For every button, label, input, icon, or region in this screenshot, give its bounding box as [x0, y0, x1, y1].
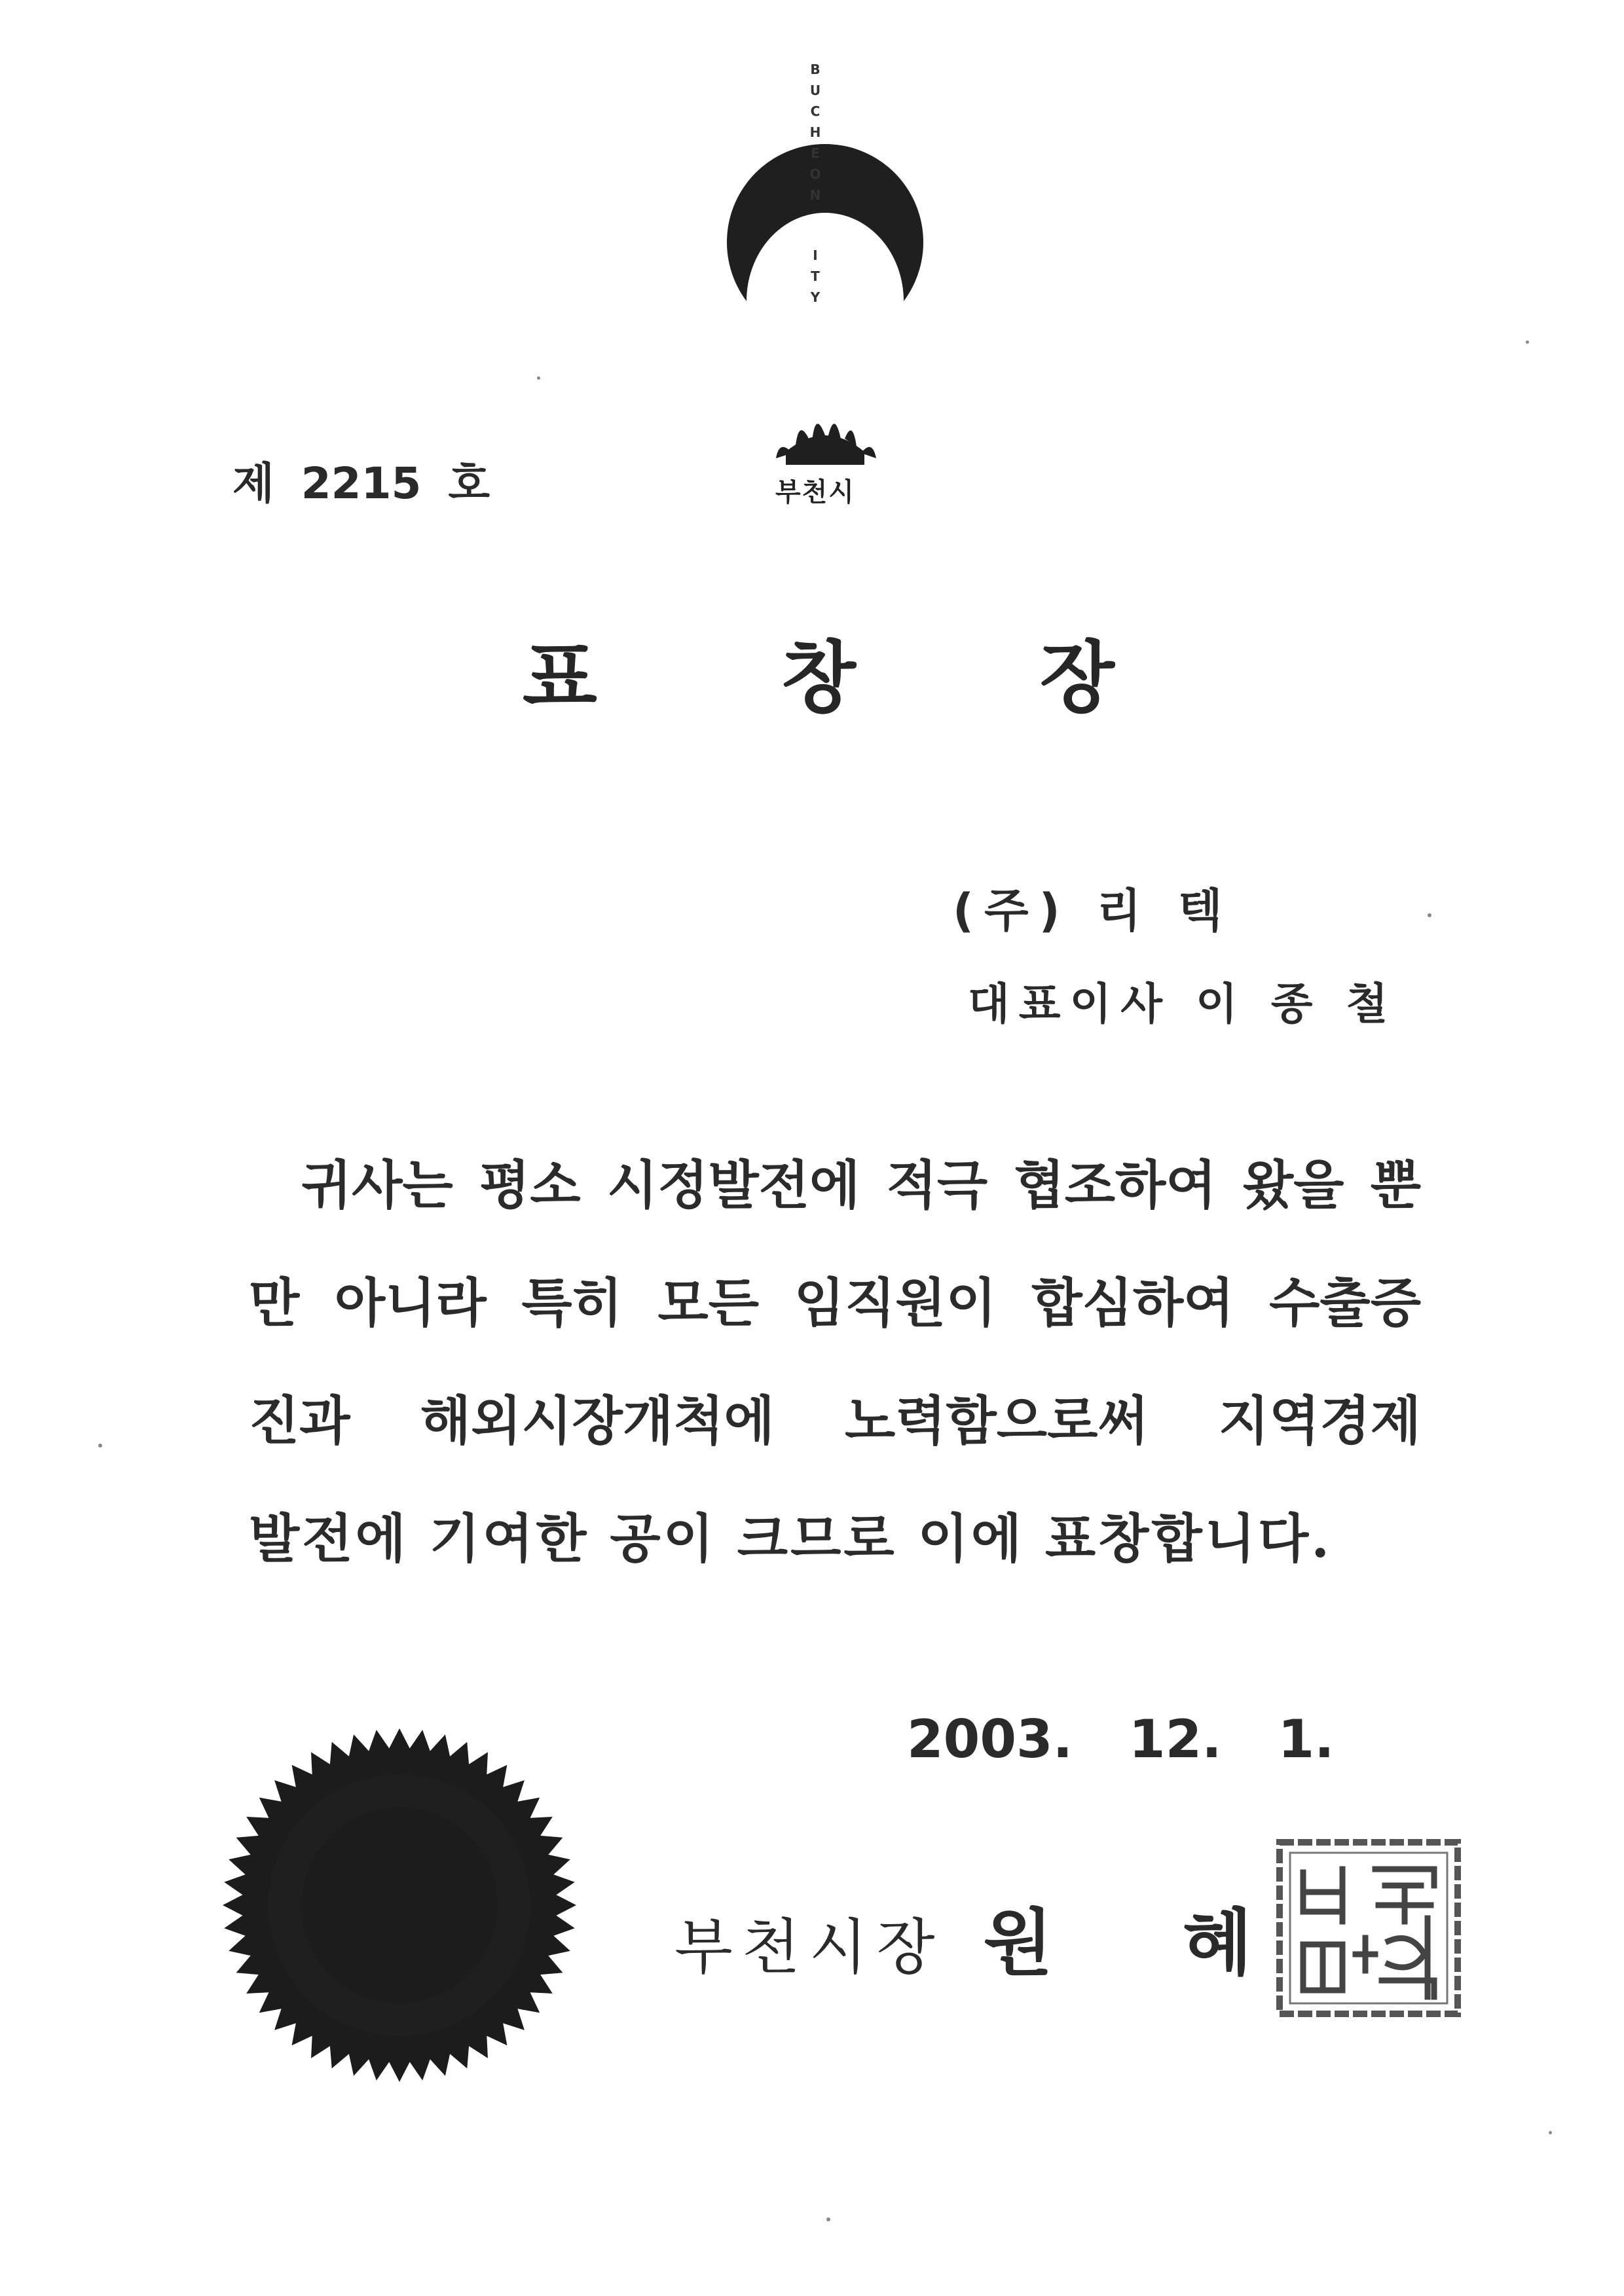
- scan-speck: [98, 1444, 102, 1448]
- scan-speck: [1526, 340, 1529, 344]
- emblem-letter: H: [809, 124, 821, 140]
- official-stamp-icon: [1270, 1833, 1467, 2023]
- scan-speck: [537, 376, 540, 380]
- citation-line: 진과 해외시장개척에 노력함으로써 지역경제: [249, 1390, 1421, 1451]
- recipient-representative: 대표이사 이 종 철: [968, 979, 1397, 1029]
- emblem-letter: O: [809, 166, 821, 182]
- emblem-letter: U: [809, 82, 821, 98]
- citation-line: 귀사는 평소 시정발전에 적극 협조하여 왔을 뿐: [301, 1154, 1421, 1216]
- citation-line: 만 아니라 특히 모든 임직원이 합심하여 수출증: [249, 1272, 1421, 1334]
- emblem-letter: I: [813, 247, 818, 263]
- issuer-name: 원 혜: [983, 1901, 1305, 1985]
- issuer-title: 부천시장: [674, 1912, 944, 1982]
- scan-speck: [1549, 2131, 1552, 2134]
- emblem-letter: T: [811, 268, 820, 284]
- emblem-letter: C: [810, 227, 821, 242]
- emblem-letter: C: [810, 103, 821, 119]
- certificate-number: 제 2215 호: [232, 458, 490, 509]
- foil-seal-icon: [216, 1722, 583, 2088]
- certificate-title: 표 창 장: [522, 632, 1194, 723]
- scan-speck: [1428, 913, 1431, 917]
- scan-speck: [826, 2217, 830, 2221]
- emblem-city-name: 부천시: [775, 477, 855, 507]
- citation-body: [249, 1126, 1421, 1597]
- emblem-letter: Y: [810, 289, 821, 305]
- emblem-letter: E: [811, 145, 820, 161]
- emblem-letter: N: [809, 187, 821, 203]
- flower-icon: [776, 424, 876, 465]
- citation-line: 발전에 기여한 공이 크므로 이에 표창합니다.: [249, 1508, 1333, 1569]
- emblem-latin-text: [802, 62, 828, 304]
- issue-date: 2003. 12. 1.: [907, 1709, 1335, 1770]
- recipient-company: (주) 리 텍: [953, 884, 1233, 938]
- issuer-signature: [674, 1886, 1304, 1989]
- emblem-letter: B: [810, 62, 821, 77]
